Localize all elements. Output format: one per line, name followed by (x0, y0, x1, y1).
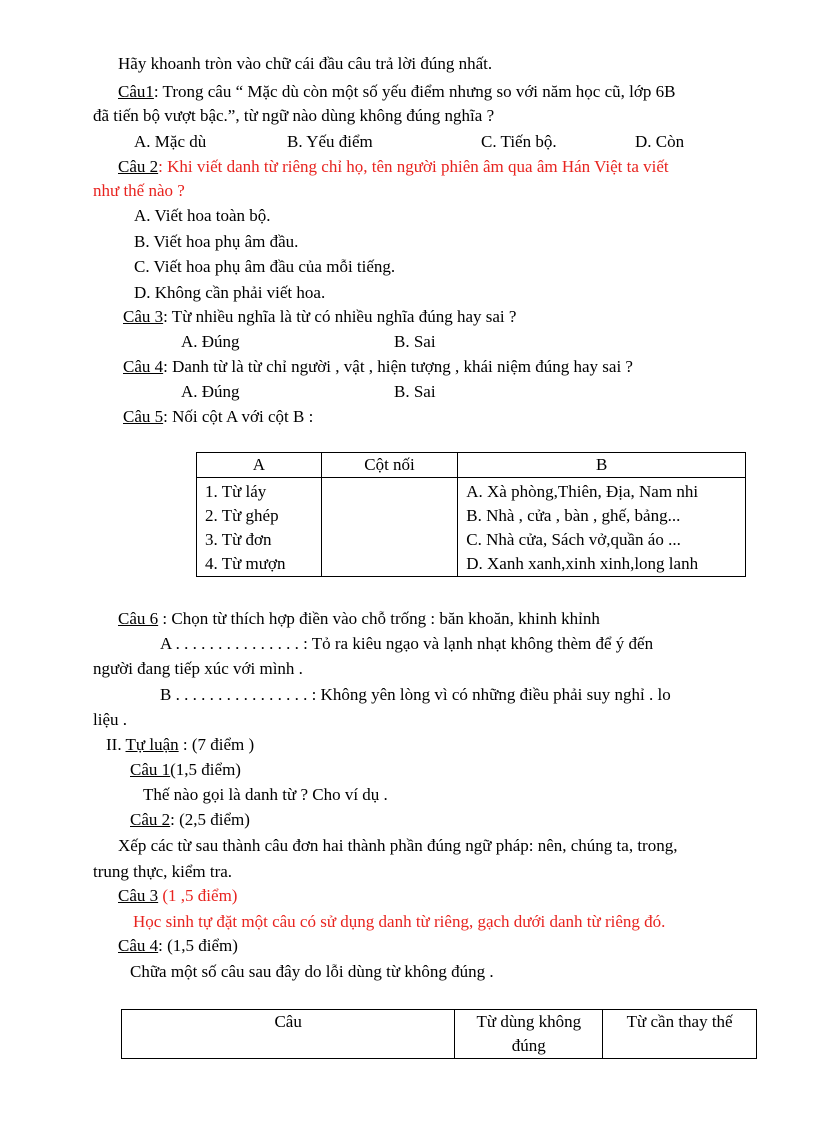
e3-score: (1 ,5 điểm) (158, 886, 238, 905)
col-b-item: A. Xà phòng,Thiên, Địa, Nam nhi (466, 482, 699, 501)
q2-text-1: : Khi viết danh từ riêng chỉ họ, tên người phiên âm qua âm Hán Việt ta viết (158, 157, 669, 176)
e4-score: : (1,5 điểm) (158, 936, 238, 955)
q6-text: : Chọn từ thích hợp điền vào chỗ trống : băn khoăn, khinh khỉnh (158, 609, 600, 628)
header-replacement-word: Từ cần thay thế (603, 1010, 757, 1059)
q2-option-d: D. Không cần phải viết hoa. (134, 283, 326, 302)
q1-option-c: C. Tiến bộ. (481, 132, 557, 151)
matching-table-body (197, 478, 746, 577)
header-col-a: A (197, 453, 322, 478)
q4-text: : Danh từ là từ chỉ người , vật , hiện tượng , khái niệm đúng hay sai ? (163, 357, 633, 376)
q1-line-1 (118, 80, 675, 104)
q1-text-1: : Trong câu “ Mặc dù còn một số yếu điểm nhưng so với năm học cũ, lớp 6B (153, 82, 676, 101)
e1-text: Thế nào gọi là danh từ ? Cho ví dụ . (143, 785, 388, 804)
matching-table (196, 452, 746, 577)
q4-line (123, 355, 633, 379)
q4-option-a: A. Đúng (181, 382, 240, 401)
q1-text-2: đã tiến bộ vượt bậc.”, từ ngữ nào dùng không đúng nghĩa ? (93, 106, 495, 125)
col-b-cell (458, 478, 746, 577)
e2-text-1: Xếp các từ sau thành câu đơn hai thành phần đúng ngữ pháp: nên, chúng ta, trong, (118, 836, 678, 855)
part2-suffix: : (7 điểm ) (178, 735, 255, 754)
matching-table-header (197, 453, 746, 478)
col-b-item: D. Xanh xanh,xinh xinh,long lanh (466, 554, 699, 573)
q4-label: Câu 4 (123, 357, 164, 376)
header-col-link: Cột nối (321, 453, 457, 478)
e4-text: Chữa một số câu sau đây do lỗi dùng từ không đúng . (130, 962, 494, 981)
e4-label: Câu 4 (118, 936, 159, 955)
header-wrong-word: Từ dùng không đúng (455, 1010, 603, 1059)
q1-label: Câu1 (118, 82, 154, 101)
col-a-item: 3. Từ đơn (205, 530, 272, 549)
instruction-line: Hãy khoanh tròn vào chữ cái đầu câu trả lời đúng nhất. (118, 54, 493, 73)
col-b-item: C. Nhà cửa, Sách vở,quần áo ... (466, 530, 681, 549)
q6-a-line-2: người đang tiếp xúc với mình . (93, 659, 303, 678)
e2-text-2: trung thực, kiểm tra. (93, 862, 233, 881)
correction-table-header (122, 1010, 757, 1059)
part2-heading (106, 733, 254, 757)
q6-a-line-1: A . . . . . . . . . . . . . . . : Tỏ ra kiêu ngạo và lạnh nhạt không thèm để ý đến (160, 634, 654, 653)
q6-label: Câu 6 (118, 609, 159, 628)
e1-score: (1,5 điểm) (170, 760, 241, 779)
q4-option-b: B. Sai (394, 382, 436, 401)
q6-b-line-2: liệu . (93, 710, 127, 729)
header-sentence: Câu (122, 1010, 455, 1059)
e3-line (118, 884, 237, 908)
correction-table (121, 1009, 757, 1059)
e1-line (130, 758, 241, 782)
q6-b-line-1: B . . . . . . . . . . . . . . . . : Không yên lòng vì có những điều phải suy nghỉ . lo (160, 685, 671, 704)
e2-line (130, 808, 250, 832)
q6-line (118, 607, 600, 631)
q1-option-b: B. Yếu điểm (287, 132, 373, 151)
q2-text-2: như thế nào ? (93, 181, 185, 200)
col-a-cell (197, 478, 322, 577)
col-b-item: B. Nhà , cửa , bàn , ghế, bảng... (466, 506, 681, 525)
q3-label: Câu 3 (123, 307, 164, 326)
e4-line (118, 934, 238, 958)
e1-label: Câu 1 (130, 760, 171, 779)
e3-label: Câu 3 (118, 886, 159, 905)
col-a-item: 2. Từ ghép (205, 506, 279, 525)
e2-label: Câu 2 (130, 810, 171, 829)
col-a-item: 1. Từ láy (205, 482, 267, 501)
q5-line (123, 405, 313, 429)
q3-text: : Từ nhiều nghĩa là từ có nhiều nghĩa đúng hay sai ? (163, 307, 517, 326)
q3-option-a: A. Đúng (181, 332, 240, 351)
q2-label: Câu 2 (118, 157, 159, 176)
header-col-b: B (458, 453, 746, 478)
e2-score: : (2,5 điểm) (170, 810, 250, 829)
q5-label: Câu 5 (123, 407, 164, 426)
q5-text: : Nối cột A với cột B : (163, 407, 314, 426)
e3-text: Học sinh tự đặt một câu có sử dụng danh từ riêng, gạch dưới danh từ riêng đó. (133, 912, 666, 931)
part2-title: Tự luận (125, 735, 179, 754)
q2-option-c: C. Viết hoa phụ âm đầu của mỗi tiếng. (134, 257, 396, 276)
q2-line-1 (118, 155, 669, 179)
part2-prefix: II. (106, 735, 126, 754)
col-link-cell (321, 478, 457, 577)
q3-line (123, 305, 516, 329)
q2-option-b: B. Viết hoa phụ âm đầu. (134, 232, 299, 251)
q1-option-d: D. Còn (635, 132, 685, 151)
q2-option-a: A. Viết hoa toàn bộ. (134, 206, 271, 225)
q1-option-a: A. Mặc dù (134, 132, 207, 151)
col-a-item: 4. Từ mượn (205, 554, 286, 573)
q3-option-b: B. Sai (394, 332, 436, 351)
